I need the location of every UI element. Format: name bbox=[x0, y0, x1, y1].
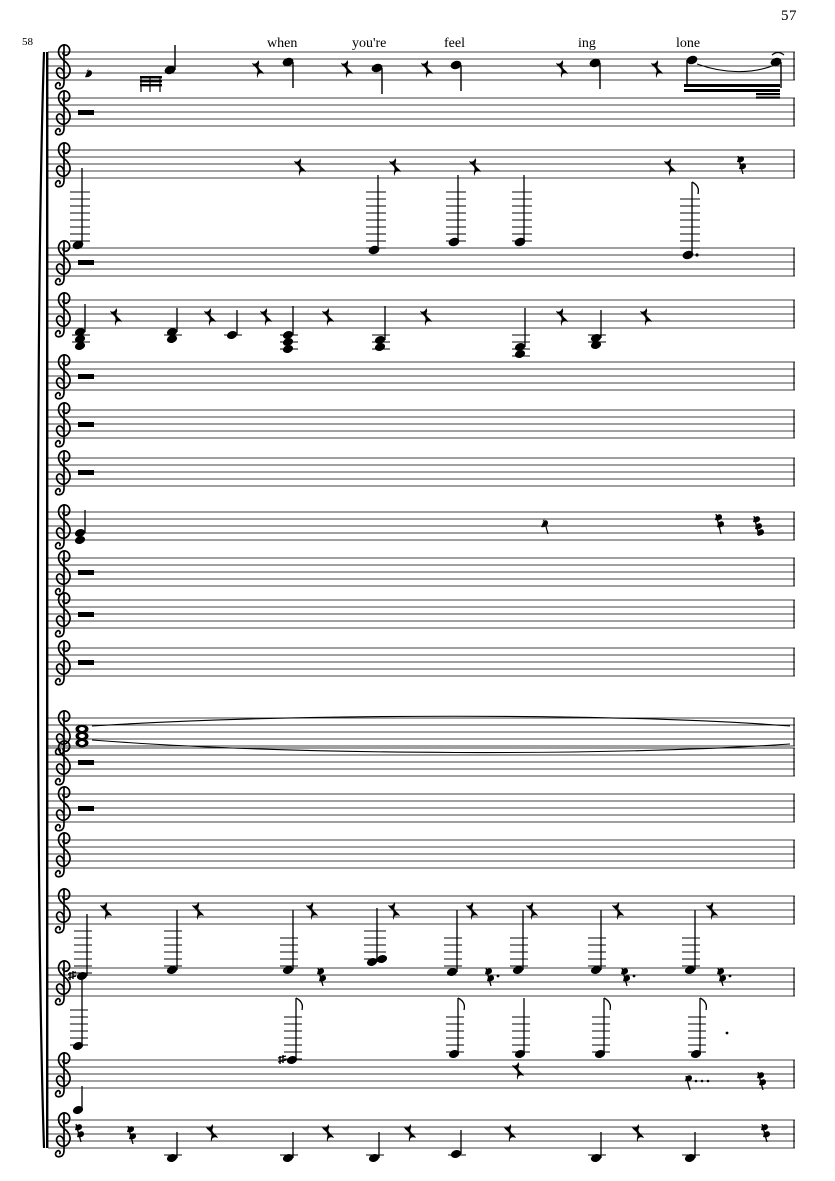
staff-13-notes bbox=[76, 716, 791, 752]
note bbox=[448, 1130, 466, 1159]
quarter-rest bbox=[640, 308, 652, 326]
staff-4 bbox=[48, 248, 795, 276]
beam bbox=[684, 89, 780, 92]
beam bbox=[756, 97, 780, 99]
sixteenth-rest bbox=[715, 514, 728, 1034]
staff-12 bbox=[48, 648, 795, 676]
sixteenth-rest bbox=[621, 968, 635, 986]
staff-5-notes bbox=[72, 304, 652, 359]
staff-2 bbox=[48, 98, 795, 126]
quarter-rest bbox=[252, 60, 264, 78]
quarter-rest bbox=[420, 308, 432, 326]
system-barline bbox=[38, 52, 48, 1148]
page-number: 57 bbox=[781, 8, 797, 24]
whole-chord bbox=[76, 725, 89, 748]
whole-measure-rests bbox=[78, 110, 94, 811]
quarter-rest bbox=[110, 308, 122, 326]
quarter-rest bbox=[260, 308, 272, 326]
staff-3-notes bbox=[70, 156, 746, 261]
quarter-rest bbox=[421, 60, 433, 78]
lyrics-layer bbox=[0, 0, 835, 60]
beam bbox=[756, 93, 780, 95]
measure-number: 58 bbox=[22, 36, 33, 48]
chord bbox=[74, 510, 86, 545]
staff-19-notes bbox=[72, 1062, 766, 1115]
staff-10 bbox=[48, 558, 795, 586]
sixteenth-rest bbox=[317, 968, 326, 986]
lyric-syllable: you're bbox=[352, 36, 387, 51]
staff-3 bbox=[48, 150, 795, 178]
quarter-rest bbox=[389, 158, 401, 176]
eighth-rest bbox=[85, 68, 92, 77]
quarter-rest bbox=[556, 60, 568, 78]
staff-9 bbox=[48, 512, 795, 540]
beam bbox=[684, 84, 780, 87]
sixteenth-rest bbox=[717, 968, 731, 986]
sixteenth-rest bbox=[485, 968, 499, 986]
chord bbox=[280, 306, 298, 354]
staff-6 bbox=[48, 362, 795, 390]
quarter-rest bbox=[512, 1062, 524, 1080]
lyric-syllable: feel bbox=[444, 36, 465, 51]
quarter-rest bbox=[341, 60, 353, 78]
staff-18-notes bbox=[70, 968, 731, 1065]
staff-8 bbox=[48, 458, 795, 486]
staff-19 bbox=[48, 1060, 795, 1088]
chord bbox=[164, 308, 182, 344]
chord bbox=[372, 306, 390, 352]
staff-11 bbox=[48, 600, 795, 628]
quarter-rest bbox=[664, 158, 676, 176]
quarter-rest bbox=[322, 308, 334, 326]
treble-clef-group bbox=[56, 45, 71, 1157]
quarter-rest bbox=[204, 308, 216, 326]
staff-18 bbox=[48, 968, 795, 996]
note bbox=[224, 310, 242, 340]
quarter-rest bbox=[556, 308, 568, 326]
melody-note bbox=[449, 59, 462, 91]
lyric-syllable: when bbox=[267, 36, 298, 51]
melody-note bbox=[370, 62, 383, 94]
quarter-rest bbox=[651, 60, 663, 78]
quarter-rest bbox=[469, 158, 481, 176]
quarter-rest bbox=[294, 158, 306, 176]
staff-16 bbox=[48, 840, 795, 868]
grace-notes bbox=[140, 76, 162, 92]
staff-lines-group bbox=[48, 52, 795, 1148]
chord bbox=[512, 308, 530, 359]
melody-note bbox=[281, 56, 294, 88]
staff-7 bbox=[48, 410, 795, 438]
staff-17-notes bbox=[68, 902, 718, 981]
staff-17 bbox=[48, 896, 795, 924]
staff-20-notes bbox=[75, 1124, 770, 1163]
staff-5 bbox=[48, 300, 795, 328]
staff-20 bbox=[48, 1120, 795, 1148]
lyric-syllable: ing bbox=[578, 36, 596, 51]
chord bbox=[588, 310, 606, 350]
tie bbox=[697, 64, 775, 72]
staff-15 bbox=[48, 794, 795, 822]
lyric-syllable: lone bbox=[676, 36, 701, 51]
